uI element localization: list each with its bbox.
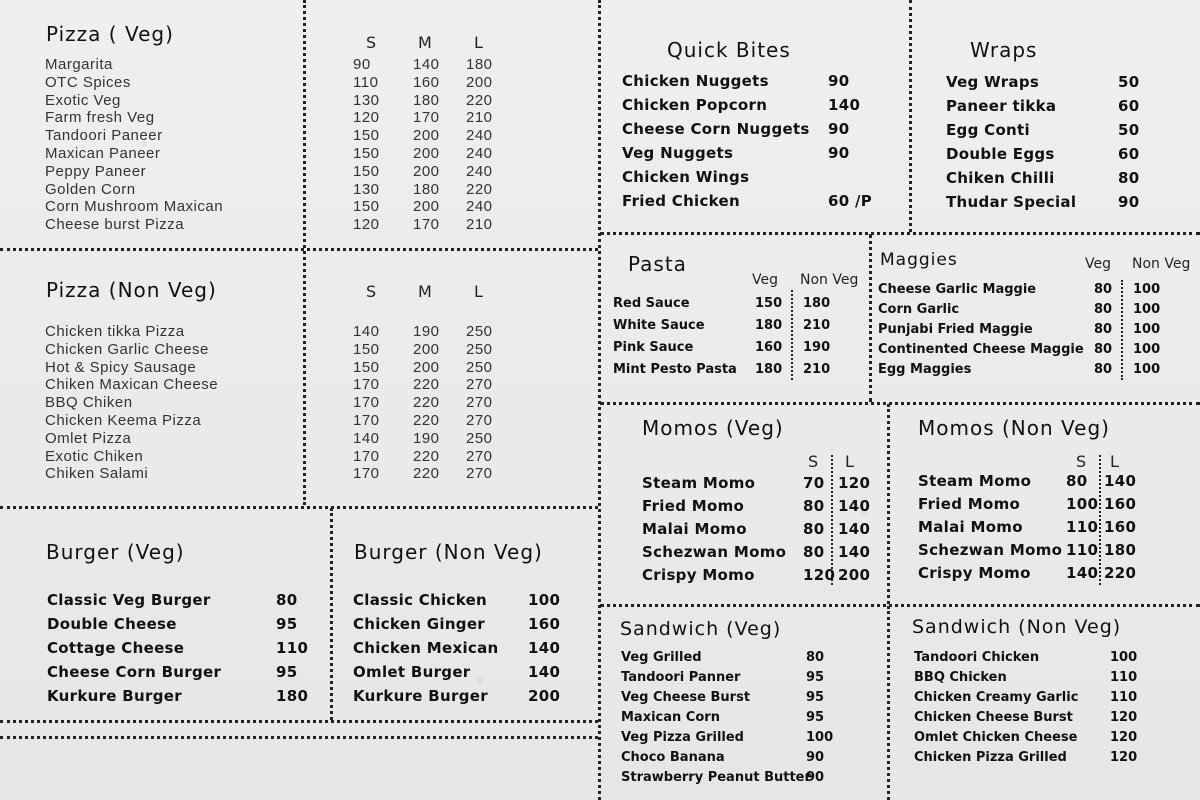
menu-item-price: 160 <box>1104 495 1137 513</box>
menu-item-price: 80 <box>803 543 825 561</box>
menu-item-price: 120 <box>1110 710 1138 725</box>
menu-item-name: Chicken Wings <box>622 168 750 186</box>
menu-item-price: 80 <box>1118 169 1140 187</box>
menu-item-price: 150 <box>353 162 380 180</box>
menu-item-price: 240 <box>466 162 493 180</box>
menu-item-price: 170 <box>353 394 380 412</box>
divider-burger-bottom <box>0 720 598 723</box>
menu-item-name: Kurkure Burger <box>353 687 488 705</box>
menu-item-price: 140 <box>838 497 871 515</box>
menu-item-name: Paneer tikka <box>946 97 1057 115</box>
menu-item-name: Schezwan Momo <box>918 541 1063 559</box>
divider-left-vertical <box>303 0 306 505</box>
menu-item-name: Chiken Chilli <box>946 169 1055 187</box>
menu-item-price: 180 <box>755 318 783 333</box>
menu-item-name: Tandoori Panner <box>621 670 741 685</box>
menu-item-price: 90 <box>353 56 371 73</box>
menu-item-price: 220 <box>466 180 493 198</box>
menu-item-price: 95 <box>806 690 825 705</box>
pizza-veg-title: Pizza ( Veg) <box>46 22 174 46</box>
menu-item-price: 150 <box>353 127 380 145</box>
menu-item-name: Veg Pizza Grilled <box>621 730 744 745</box>
menu-item-price: 100 <box>806 730 834 745</box>
momos-nonveg-column-divider <box>1099 455 1101 585</box>
menu-item-price: 190 <box>803 340 831 355</box>
menu-item-price: 120 <box>1110 730 1138 745</box>
menu-item-name: BBQ Chicken <box>914 670 1007 685</box>
menu-item-price: 110 <box>1066 541 1099 559</box>
menu-item-name: Chicken Cheese Burst <box>914 710 1073 725</box>
menu-item-price: 240 <box>466 145 493 162</box>
menu-item-price: 140 <box>1104 472 1137 490</box>
menu-item-name: Farm fresh Veg <box>45 109 155 127</box>
menu-item-name: Fried Chicken <box>622 192 741 210</box>
menu-item-price: 140 <box>838 543 871 561</box>
menu-item-price: 120 <box>838 474 871 492</box>
pizza-nonveg-title: Pizza (Non Veg) <box>46 278 217 302</box>
menu-item-price: 220 <box>413 394 440 412</box>
menu-item-price: 190 <box>413 323 440 340</box>
menu-item-price: 130 <box>353 180 380 198</box>
menu-item-price: 100 <box>1133 342 1161 357</box>
burger-veg-title: Burger (Veg) <box>46 540 185 564</box>
menu-item-name: Crispy Momo <box>642 566 755 584</box>
menu-item-price: 250 <box>466 323 493 340</box>
menu-item-name: Choco Banana <box>621 750 725 765</box>
menu-item-price: 210 <box>466 109 493 127</box>
menu-item-price: 140 <box>1066 564 1099 582</box>
menu-item-price: 70 <box>803 474 825 492</box>
menu-item-price: 100 <box>1133 322 1161 337</box>
menu-item-price: 170 <box>353 376 380 394</box>
menu-item-name: Double Cheese <box>47 615 177 633</box>
menu-item-price: 210 <box>466 216 493 234</box>
menu-item-price: 80 <box>803 497 825 515</box>
menu-item-name: Tandoori Chicken <box>914 650 1040 665</box>
pizza-nonveg-size-m: M <box>418 282 432 301</box>
divider-right-row2 <box>600 402 1200 405</box>
divider-burger-vertical <box>330 508 333 720</box>
menu-item-name: Classic Veg Burger <box>47 591 211 609</box>
burger-nonveg-title: Burger (Non Veg) <box>354 540 543 564</box>
menu-item-name: Crispy Momo <box>918 564 1031 582</box>
menu-item-price: 150 <box>755 296 783 311</box>
momos-veg-col-s: S <box>808 452 819 471</box>
menu-item-name: Chicken Garlic Cheese <box>45 340 209 358</box>
menu-item-price: 150 <box>353 198 380 216</box>
sandwich-nonveg-title: Sandwich (Non Veg) <box>912 616 1122 638</box>
pasta-title: Pasta <box>628 252 687 276</box>
menu-item-price: 170 <box>353 412 380 429</box>
menu-item-price: 110 <box>276 639 309 657</box>
menu-item-name: Chicken Nuggets <box>622 72 769 90</box>
maggies-column-divider <box>1121 280 1123 380</box>
menu-item-price: 80 <box>1094 302 1113 317</box>
menu-item-price: 100 <box>1133 282 1161 297</box>
menu-item-price: 270 <box>466 447 493 465</box>
divider-center-vertical <box>598 0 601 800</box>
momos-nonveg-title: Momos (Non Veg) <box>918 416 1110 440</box>
menu-item-price: 90 <box>806 770 825 785</box>
momos-veg-col-l: L <box>845 452 854 471</box>
menu-item-price: 50 <box>1118 73 1140 91</box>
menu-item-name: Egg Conti <box>946 121 1030 139</box>
menu-item-price: 95 <box>276 663 298 681</box>
menu-item-price: 150 <box>353 358 380 376</box>
menu-item-price: 200 <box>413 145 440 162</box>
divider-pizza-burger-horizontal <box>0 506 598 509</box>
pizza-veg-size-m: M <box>418 33 432 52</box>
menu-item-price: 100 <box>1110 650 1138 665</box>
menu-item-price: 95 <box>806 670 825 685</box>
menu-item-name: Cheese Garlic Maggie <box>878 282 1037 297</box>
menu-item-price: 100 <box>1066 495 1099 513</box>
maggies-title: Maggies <box>880 250 958 270</box>
menu-item-price: 160 <box>413 73 440 91</box>
menu-item-price: 160 <box>755 340 783 355</box>
menu-item-name: Omlet Chicken Cheese <box>914 730 1078 745</box>
menu-item-name: Chicken Creamy Garlic <box>914 690 1079 705</box>
menu-item-price: 90 <box>1118 193 1140 211</box>
menu-item-price: 120 <box>1110 750 1138 765</box>
menu-item-price: 120 <box>353 109 380 127</box>
menu-item-name: Chicken Ginger <box>353 615 486 633</box>
menu-item-price: 80 <box>1094 282 1113 297</box>
menu-item-price: 80 <box>1094 342 1113 357</box>
menu-item-price: 90 <box>828 144 850 162</box>
menu-item-price: 80 <box>806 650 825 665</box>
menu-item-price: 180 <box>803 296 831 311</box>
menu-item-name: Thudar Special <box>946 193 1077 211</box>
menu-item-name: Corn Mushroom Maxican <box>45 198 224 216</box>
menu-item-price: 220 <box>413 412 440 429</box>
divider-sandwich <box>887 606 890 800</box>
menu-item-name: Chicken Pizza Grilled <box>914 750 1067 765</box>
menu-item-name: Hot & Spicy Sausage <box>45 358 197 376</box>
menu-item-price: 270 <box>466 465 493 483</box>
menu-item-price: 80 <box>803 520 825 538</box>
menu-item-name: Veg Grilled <box>621 650 702 665</box>
menu-item-name: Kurkure Burger <box>47 687 182 705</box>
menu-item-price: 220 <box>413 447 440 465</box>
menu-item-name: Mint Pesto Pasta <box>613 362 737 377</box>
menu-item-name: Chicken tikka Pizza <box>45 323 185 340</box>
menu-item-price: 140 <box>528 639 561 657</box>
menu-item-name: BBQ Chiken <box>45 394 133 412</box>
menu-item-name: Omlet Pizza <box>45 429 132 447</box>
menu-item-price: 60 /P <box>828 192 873 210</box>
menu-item-name: Chiken Maxican Cheese <box>45 376 219 394</box>
menu-item-price: 80 <box>1094 322 1113 337</box>
menu-item-price: 130 <box>353 91 380 109</box>
menu-item-price: 200 <box>413 127 440 145</box>
menu-item-name: Cheese Corn Burger <box>47 663 222 681</box>
menu-item-price: 140 <box>828 96 861 114</box>
menu-item-name: Classic Chicken <box>353 591 488 609</box>
menu-item-name: Steam Momo <box>642 474 756 492</box>
menu-item-price: 250 <box>466 358 493 376</box>
menu-item-price: 200 <box>528 687 561 705</box>
menu-item-price: 100 <box>1133 362 1161 377</box>
menu-item-price: 80 <box>1094 362 1113 377</box>
menu-item-price: 180 <box>413 91 440 109</box>
menu-item-price: 240 <box>466 127 493 145</box>
menu-item-price: 140 <box>838 520 871 538</box>
menu-item-price: 120 <box>353 216 380 234</box>
menu-item-price: 140 <box>353 323 380 340</box>
menu-item-price: 180 <box>413 180 440 198</box>
menu-item-price: 270 <box>466 412 493 429</box>
menu-item-name: Schezwan Momo <box>642 543 787 561</box>
menu-item-name: Malai Momo <box>918 518 1023 536</box>
menu-item-price: 90 <box>828 72 850 90</box>
menu-item-name: Golden Corn <box>45 180 136 198</box>
menu-item-price: 150 <box>353 340 380 358</box>
menu-item-name: Double Eggs <box>946 145 1055 163</box>
maggies-col-veg: Veg <box>1085 256 1111 272</box>
menu-item-name: Veg Cheese Burst <box>621 690 751 705</box>
menu-item-price: 190 <box>413 429 440 447</box>
menu-item-price: 180 <box>755 362 783 377</box>
menu-item-name: Tandoori Paneer <box>45 127 163 145</box>
menu-item-price: 180 <box>466 56 493 73</box>
menu-item-price: 210 <box>803 318 831 333</box>
menu-item-name: Fried Momo <box>642 497 745 515</box>
menu-item-name: Peppy Paneer <box>45 162 147 180</box>
menu-item-name: Exotic Veg <box>45 91 121 109</box>
menu-item-price: 150 <box>353 145 380 162</box>
momos-nonveg-col-l: L <box>1110 452 1119 471</box>
menu-item-name: Margarita <box>45 56 113 73</box>
menu-item-price: 110 <box>1110 670 1138 685</box>
menu-item-price: 120 <box>803 566 836 584</box>
menu-item-name: Chicken Keema Pizza <box>45 412 202 429</box>
menu-item-price: 95 <box>276 615 298 633</box>
menu-item-price: 200 <box>838 566 871 584</box>
menu-item-price: 140 <box>528 663 561 681</box>
menu-item-name: Chiken Salami <box>45 465 149 483</box>
menu-item-price: 220 <box>413 376 440 394</box>
divider-bottom-left <box>0 736 598 739</box>
divider-pasta-maggies <box>869 234 872 402</box>
menu-item-price: 170 <box>353 465 380 483</box>
menu-item-name: Maxican Paneer <box>45 145 161 162</box>
menu-item-name: Corn Garlic <box>878 302 960 317</box>
menu-item-name: Chicken Popcorn <box>622 96 768 114</box>
menu-item-price: 170 <box>413 109 440 127</box>
menu-item-price: 50 <box>1118 121 1140 139</box>
pasta-col-nonveg: Non Veg <box>800 272 859 288</box>
menu-item-price: 90 <box>828 120 850 138</box>
menu-item-price: 90 <box>806 750 825 765</box>
menu-item-price: 200 <box>413 198 440 216</box>
menu-item-price: 80 <box>276 591 298 609</box>
menu-item-price: 170 <box>413 216 440 234</box>
wraps-title: Wraps <box>970 38 1038 62</box>
menu-item-price: 270 <box>466 394 493 412</box>
maggies-col-nonveg: Non Veg <box>1132 256 1191 272</box>
momos-nonveg-col-s: S <box>1076 452 1087 471</box>
menu-item-price: 200 <box>466 73 493 91</box>
pasta-column-divider <box>791 290 793 380</box>
menu-item-price: 160 <box>1104 518 1137 536</box>
menu-item-price: 95 <box>806 710 825 725</box>
pizza-nonveg-size-s: S <box>366 282 377 301</box>
pizza-veg-size-l: L <box>474 33 483 52</box>
menu-item-name: Cheese burst Pizza <box>45 216 185 234</box>
menu-item-name: Steam Momo <box>918 472 1032 490</box>
menu-item-price: 220 <box>1104 564 1137 582</box>
pizza-veg-size-s: S <box>366 33 377 52</box>
menu-item-price: 60 <box>1118 145 1140 163</box>
menu-item-name: Continented Cheese Maggie <box>878 342 1084 357</box>
divider-right-row1 <box>600 232 1200 235</box>
pizza-nonveg-size-l: L <box>474 282 483 301</box>
menu-item-name: Egg Maggies <box>878 362 972 377</box>
menu-item-name: Malai Momo <box>642 520 747 538</box>
menu-item-name: Omlet Burger <box>353 663 471 681</box>
menu-item-price: 110 <box>1066 518 1099 536</box>
menu-item-price: 100 <box>1133 302 1161 317</box>
menu-item-price: 210 <box>803 362 831 377</box>
menu-item-name: Cheese Corn Nuggets <box>622 120 810 138</box>
menu-item-price: 140 <box>353 429 380 447</box>
menu-item-price: 60 <box>1118 97 1140 115</box>
menu-item-price: 220 <box>466 91 493 109</box>
menu-item-name: Pink Sauce <box>613 340 694 355</box>
menu-item-price: 200 <box>413 340 440 358</box>
sandwich-veg-title: Sandwich (Veg) <box>620 618 782 640</box>
menu-item-name: Cottage Cheese <box>47 639 185 657</box>
menu-item-price: 160 <box>528 615 561 633</box>
menu-item-name: Fried Momo <box>918 495 1021 513</box>
divider-right-row3 <box>600 604 1200 607</box>
menu-item-name: OTC Spices <box>45 73 131 91</box>
menu-item-name: Chicken Mexican <box>353 639 499 657</box>
quick-bites-title: Quick Bites <box>667 38 791 62</box>
menu-item-price: 110 <box>1110 690 1138 705</box>
menu-item-name: Punjabi Fried Maggie <box>878 322 1033 337</box>
menu-item-name: Strawberry Peanut Butter <box>621 770 811 785</box>
menu-item-price: 110 <box>353 73 379 91</box>
menu-item-price: 100 <box>528 591 561 609</box>
divider-momos <box>887 404 890 604</box>
menu-item-name: Veg Wraps <box>946 73 1040 91</box>
menu-item-name: Red Sauce <box>613 296 690 311</box>
menu-item-price: 180 <box>1104 541 1137 559</box>
momos-veg-title: Momos (Veg) <box>642 416 784 440</box>
menu-item-price: 80 <box>1066 472 1088 490</box>
menu-item-price: 240 <box>466 198 493 216</box>
menu-item-price: 170 <box>353 447 380 465</box>
menu-item-price: 140 <box>413 56 440 73</box>
menu-item-price: 270 <box>466 376 493 394</box>
menu-item-price: 220 <box>413 465 440 483</box>
menu-item-price: 200 <box>413 162 440 180</box>
menu-item-price: 250 <box>466 340 493 358</box>
divider-quickbites-wraps <box>909 0 912 232</box>
menu-item-name: Veg Nuggets <box>622 144 734 162</box>
menu-item-price: 250 <box>466 429 493 447</box>
menu-item-name: Maxican Corn <box>621 710 720 725</box>
menu-item-name: White Sauce <box>613 318 705 333</box>
pasta-col-veg: Veg <box>752 272 778 288</box>
menu-item-name: Exotic Chiken <box>45 447 144 465</box>
menu-item-price: 200 <box>413 358 440 376</box>
menu-item-price: 180 <box>276 687 309 705</box>
divider-pizza-horizontal <box>0 248 598 251</box>
